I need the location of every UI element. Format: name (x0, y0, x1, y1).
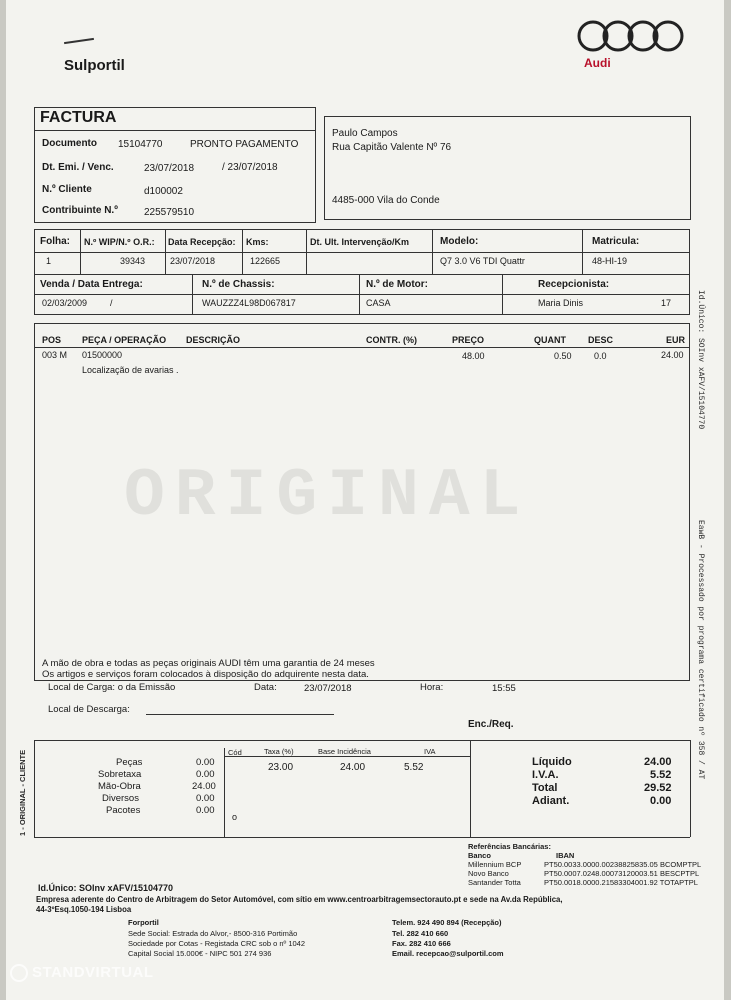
footer-line-1: Empresa aderente do Centro de Arbitragem do Setor Automóvel, com sítio em www.centroarbitragemsectorauto.pt e sede na Av.da República, (36, 895, 563, 904)
venda-label: Venda / Data Entrega: (40, 279, 143, 290)
dt-venc: / 23/07/2018 (222, 162, 278, 173)
dt-label: Dt. Emi. / Venc. (42, 162, 114, 173)
footer-line-2: 44-3ºEsq.1050-194 Lisboa (36, 905, 132, 914)
data-recepcao-label: Data Recepção: (168, 237, 236, 247)
company-footer-sociedade: Sociedade por Cotas - Registada CRC sob o nº 1042 (128, 939, 306, 948)
company-footer-sede: Sede Social: Estrada do Alvor,- 8500-316 Portimão (128, 929, 298, 938)
summary-value-diversos: 0.00 (196, 793, 215, 804)
cliente-value: d100002 (144, 186, 183, 197)
tax-mark: o (232, 812, 238, 822)
modelo-label: Modelo: (440, 236, 479, 247)
side-processado: EawB - Processado por programa certificado nº 358 / AT (696, 520, 705, 780)
col-descricao: DESCRIÇÃO (186, 335, 241, 345)
carga-data-label: Data: (254, 682, 277, 693)
enc-req-label: Enc./Req. (468, 719, 514, 730)
company-footer-email: Email. recepcao@sulportil.com (392, 949, 504, 958)
summary-label-sobretaxa: Sobretaxa (98, 769, 142, 780)
ult-intervencao-label: Dt. Ult. Intervenção/Km (310, 237, 410, 247)
col-preco: PREÇO (452, 335, 485, 345)
col-eur: EUR (666, 335, 686, 345)
summary-value-sobretaxa: 0.00 (196, 769, 215, 780)
audi-rings-logo (574, 18, 686, 56)
original-watermark: ORIGINAL (124, 458, 531, 535)
cliente-label: N.º Cliente (42, 184, 92, 195)
documento-label: Documento (42, 138, 97, 149)
total-value-liquido: 24.00 (644, 756, 672, 768)
recepcionista-value: Maria Dinis (538, 298, 584, 308)
col-peca: PEÇA / OPERAÇÃO (82, 335, 167, 345)
company-name: Sulportil (64, 57, 125, 74)
wip-value: 39343 (120, 256, 146, 266)
standvirtual-text: STANDVIRTUAL (32, 964, 154, 981)
local-descarga-label: Local de Descarga: (48, 704, 130, 715)
chassis-value: WAUZZZ4L98D067817 (202, 298, 296, 308)
dt-emi: 23/07/2018 (144, 163, 195, 174)
bank-name-1: Millennium BCP (468, 860, 522, 869)
summary-label-pecas: Peças (116, 757, 143, 768)
pagamento-label: PRONTO PAGAMENTO (190, 139, 299, 150)
bank-col-banco: Banco (468, 851, 491, 860)
tax-col-base: Base Incidência (318, 747, 371, 756)
documento-value: 15104770 (118, 139, 163, 150)
item-description: Localização de avarias . (82, 365, 179, 375)
contribuinte-label: Contribuinte N.º (42, 205, 118, 216)
venda-sep: / (110, 298, 113, 308)
bank-iban-1: PT50.0033.0000.00238825835.05 BCOMPTPL (544, 860, 702, 869)
pen-mark (64, 38, 94, 44)
client-street: Rua Capitão Valente Nº 76 (332, 142, 452, 153)
id-unico-footer: Id.Único: SOInv xAFV/15104770 (38, 883, 174, 893)
company-footer-capital: Capital Social 15.000€ - NIPC 501 274 936 (128, 949, 272, 958)
tax-col-iva: IVA (424, 747, 436, 756)
invoice-paper (6, 0, 724, 1000)
client-name: Paulo Campos (332, 128, 398, 139)
summary-label-mao-obra: Mão-Obra (98, 781, 141, 792)
standvirtual-logo-icon (10, 964, 28, 982)
bank-title: Referências Bancárias: (468, 842, 551, 851)
summary-value-pecas: 0.00 (196, 757, 215, 768)
doc-title: FACTURA (40, 109, 117, 126)
tax-col-cod: Cód (228, 748, 242, 757)
total-label-adiant: Adiant. (532, 795, 570, 807)
summary-value-pacotes: 0.00 (196, 805, 215, 816)
recepcionista-number: 17 (661, 298, 672, 308)
tax-base: 24.00 (340, 762, 366, 773)
summary-label-pacotes: Pacotes (106, 805, 141, 816)
folha-label: Folha: (40, 236, 70, 247)
warranty-text-1: A mão de obra e todas as peças originais AUDI têm uma garantia de 24 meses (42, 658, 375, 669)
tax-taxa: 23.00 (268, 762, 294, 773)
col-contr: CONTR. (%) (366, 335, 417, 345)
motor-value: CASA (366, 298, 391, 308)
carga-hora-value: 15:55 (492, 683, 516, 694)
local-carga-label: Local de Carga: o da Emissão (48, 682, 176, 693)
item-desc: 0.0 (594, 351, 607, 361)
total-value-iva: 5.52 (650, 769, 672, 781)
item-peca: 01500000 (82, 350, 123, 360)
wip-label: N.º WIP/N.º O.R.: (84, 237, 155, 247)
item-quant: 0.50 (554, 351, 572, 361)
side-id-unico: Id.Único: SOInv xAFV/15104770 (696, 290, 705, 430)
company-footer-telem: Telem. 924 490 894 (Recepção) (392, 918, 502, 927)
warranty-text-2: Os artigos e serviços foram colocados à disposição do adquirente nesta data. (42, 669, 369, 680)
item-preco: 48.00 (462, 351, 485, 361)
standvirtual-watermark (10, 964, 154, 982)
carga-data-value: 23/07/2018 (304, 683, 352, 694)
company-footer-fax: Fax. 282 410 666 (392, 939, 451, 948)
chassis-label: N.º de Chassis: (202, 279, 275, 290)
brand-name: Audi (584, 56, 611, 70)
matricula-value: 48-HI-19 (592, 256, 628, 266)
tax-col-taxa: Taxa (%) (264, 747, 294, 756)
descarga-line (146, 714, 334, 715)
total-label-total: Total (532, 782, 558, 794)
summary-label-diversos: Diversos (102, 793, 139, 804)
item-eur: 24.00 (661, 350, 684, 360)
kms-value: 122665 (250, 256, 281, 266)
bank-name-2: Novo Banco (468, 869, 509, 878)
total-value-adiant: 0.00 (650, 795, 672, 807)
bank-iban-3: PT50.0018.0000.21583304001.92 TOTAPTPL (544, 878, 698, 887)
col-pos: POS (42, 335, 62, 345)
total-value-total: 29.52 (644, 782, 672, 794)
item-pos: 003 M (42, 350, 68, 360)
motor-label: N.º de Motor: (366, 279, 428, 290)
side-label-original: 1 - ORIGINAL - CLIENTE (18, 749, 27, 836)
contribuinte-value: 225579510 (144, 207, 195, 218)
company-footer-name: Forportil (128, 918, 159, 927)
company-footer-tel: Tel. 282 410 660 (392, 929, 449, 938)
tax-iva: 5.52 (404, 762, 424, 773)
client-city: 4485-000 Vila do Conde (332, 195, 440, 206)
venda-value: 02/03/2009 (42, 298, 88, 308)
folha-value: 1 (46, 256, 52, 266)
carga-hora-label: Hora: (420, 682, 444, 693)
col-quant: QUANT (534, 335, 566, 345)
total-label-iva: I.V.A. (532, 769, 559, 781)
bank-iban-2: PT50.0007.0248.00073120003.51 BESCPTPL (544, 869, 700, 878)
total-label-liquido: Líquido (532, 756, 572, 768)
modelo-value: Q7 3.0 V6 TDI Quattr (440, 256, 525, 266)
summary-value-mao-obra: 24.00 (192, 781, 216, 792)
bank-col-iban: IBAN (556, 851, 575, 860)
recepcionista-label: Recepcionista: (538, 279, 610, 290)
bank-name-3: Santander Totta (468, 878, 521, 887)
matricula-label: Matricula: (592, 236, 640, 247)
col-desc: DESC (588, 335, 614, 345)
data-recepcao-value: 23/07/2018 (170, 256, 216, 266)
kms-label: Kms: (246, 237, 269, 247)
